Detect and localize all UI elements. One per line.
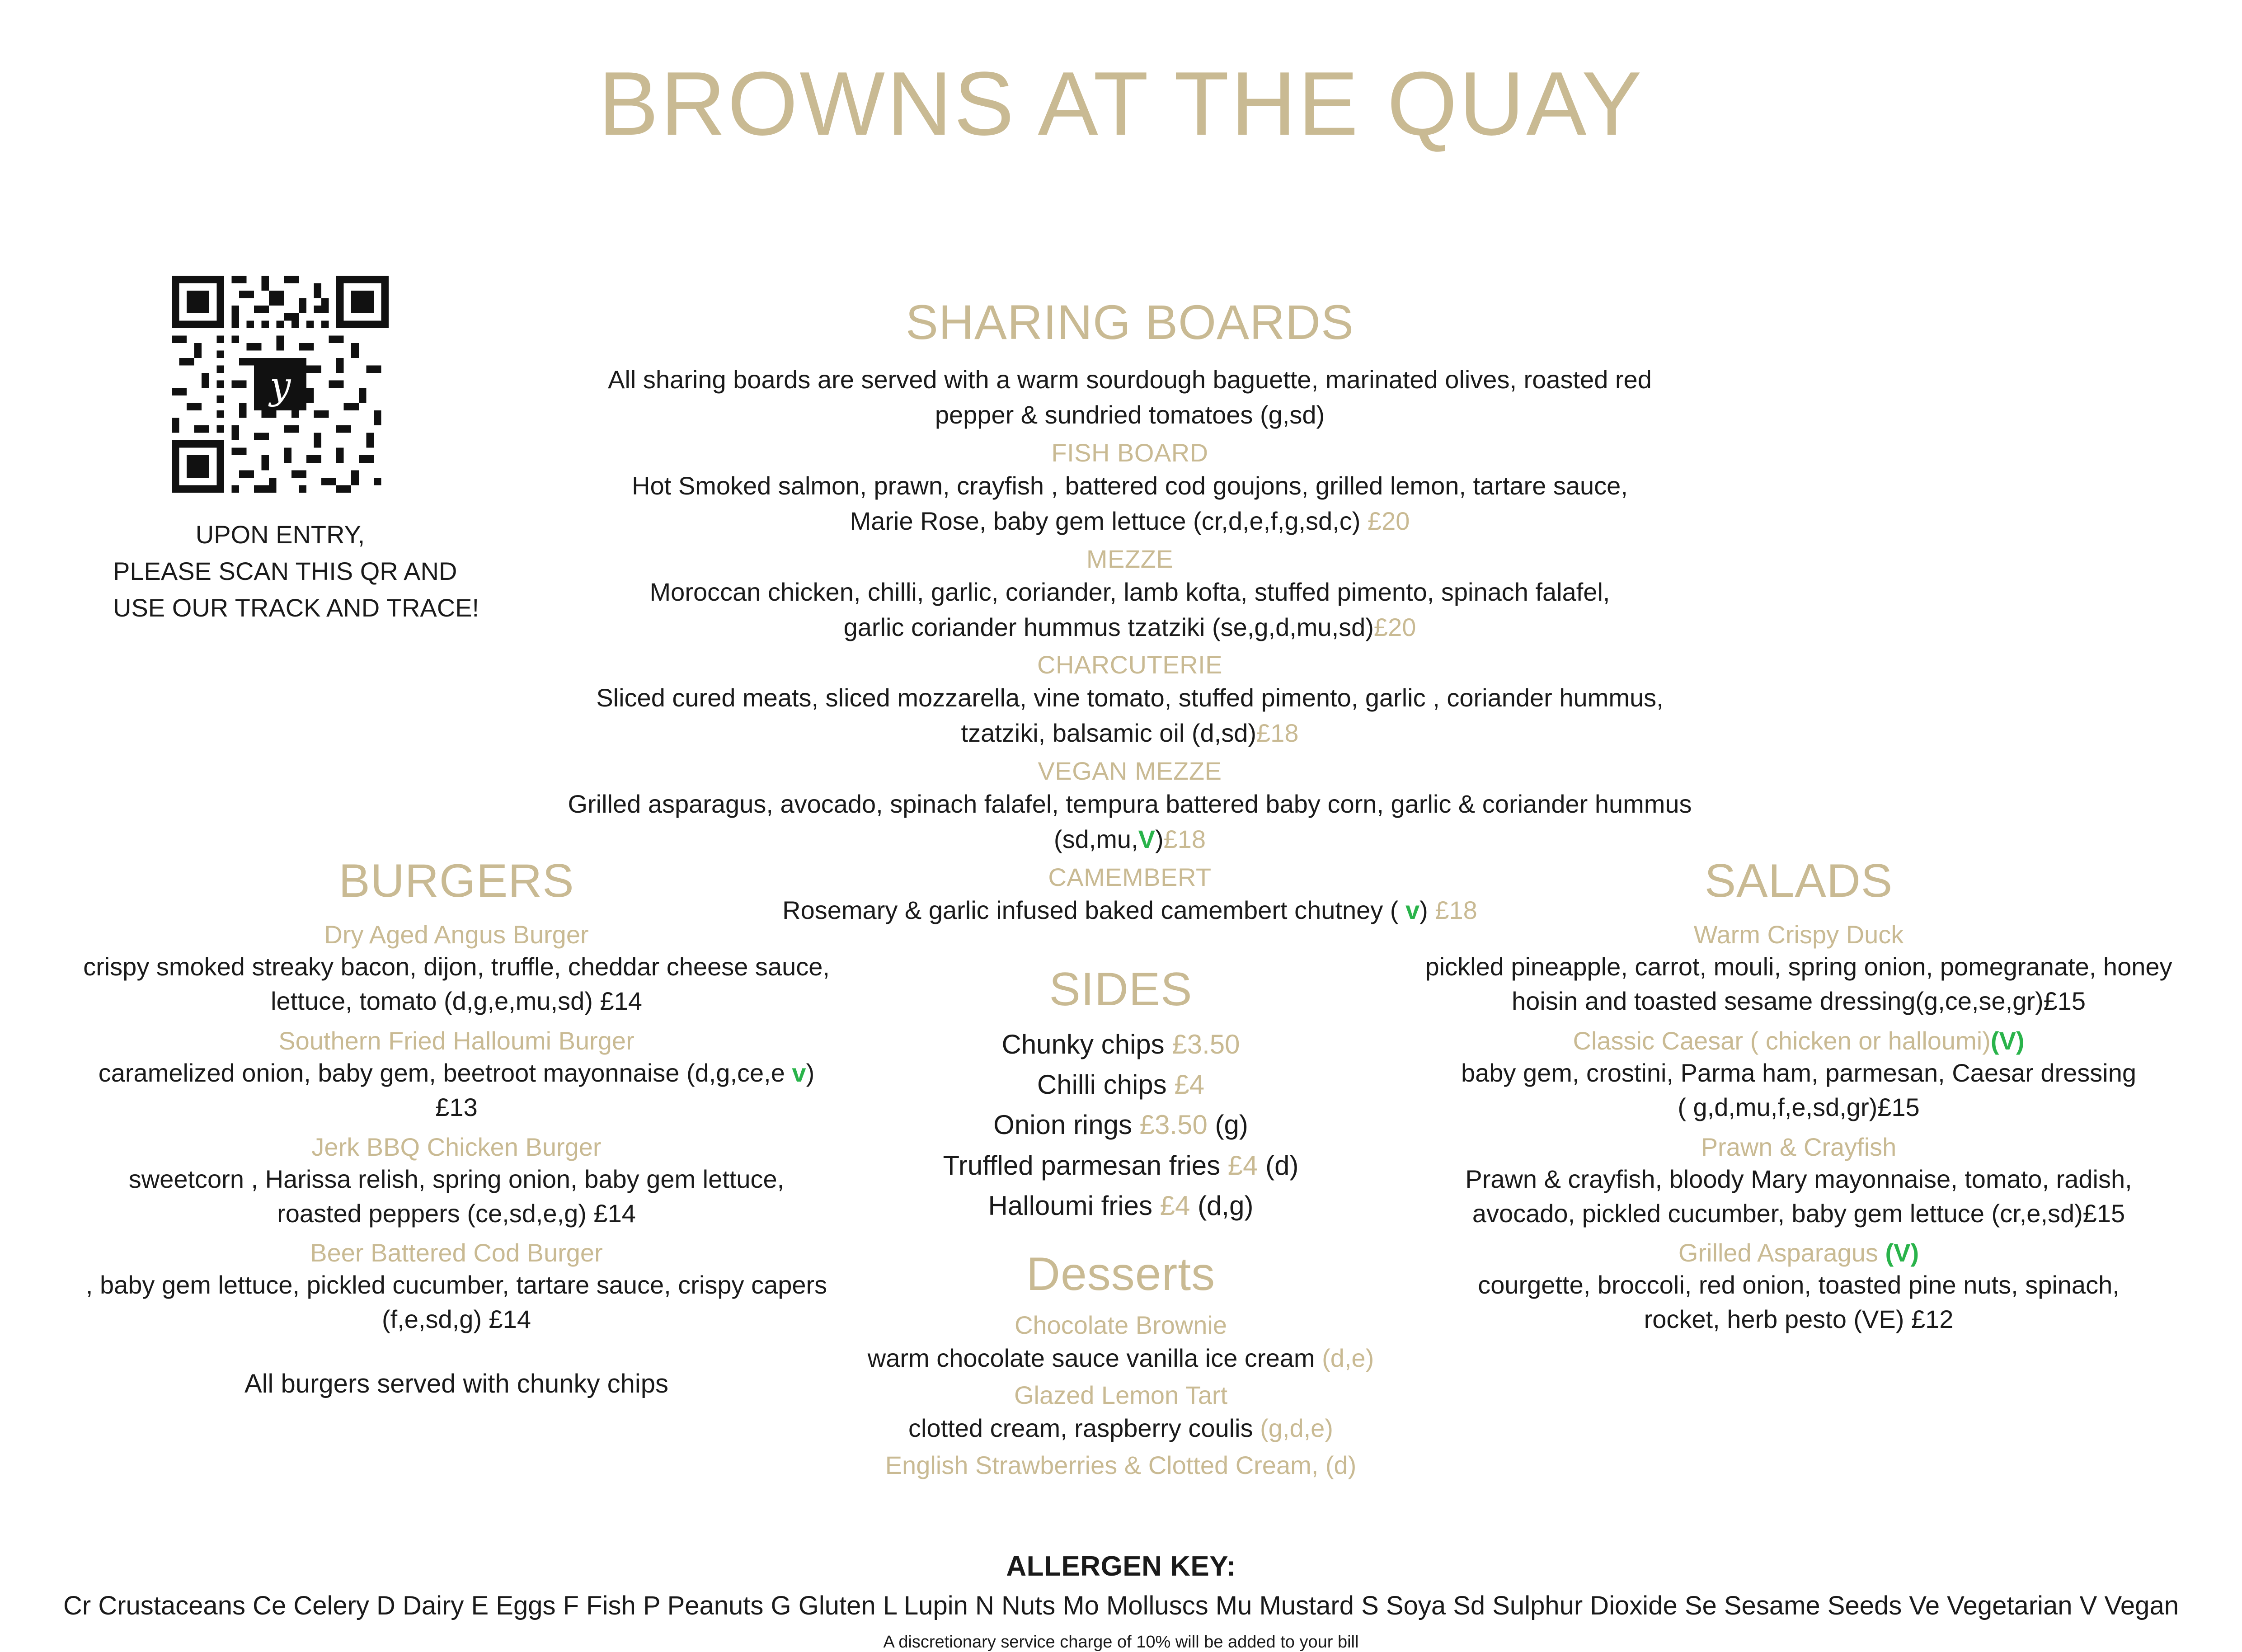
salad-desc-grilled-asparagus-2: rocket, herb pesto (VE) £12 (1644, 1305, 1954, 1334)
board-price-fish: £20 (1367, 506, 1410, 535)
board-desc-charcuterie-2 (506, 716, 1753, 750)
board-desc-vegan-mezze-2 (506, 823, 1753, 856)
dessert-allergens: (d,e) (1322, 1344, 1374, 1372)
side-suffix: (d) (1258, 1150, 1299, 1181)
burger-desc-jerk-bbq-chicken-2: roasted peppers (ce,sd,e,g) £14 (277, 1199, 636, 1228)
burger-name-jerk-bbq-chicken: Jerk BBQ Chicken Burger (311, 1132, 602, 1161)
board-name-mezze: MEZZE (1086, 544, 1174, 573)
svg-text:y: y (269, 363, 291, 408)
burger-desc-beer-battered-cod-1: , baby gem lettuce, pickled cucumber, tartare sauce, crispy capers (85, 1271, 827, 1299)
burger-desc-southern-fried-halloumi-2: £13 (435, 1092, 478, 1121)
board-price-camembert: £18 (1435, 896, 1477, 925)
burgers-footer-note: All burgers served with chunky chips (244, 1369, 669, 1399)
dessert-desc-text: warm chocolate sauce vanilla ice cream (867, 1344, 1322, 1372)
salad-name-warm-crispy-duck (1392, 920, 2205, 949)
qr-block (113, 276, 479, 626)
board-desc-text: Marie Rose, baby gem lettuce (cr,d,e,f,g,sd,c) (850, 506, 1361, 535)
menu-page (0, 53, 2242, 1652)
board-desc-fish-1: Hot Smoked salmon, prawn, crayfish , battered cod goujons, grilled lemon, tartare sauce, (632, 471, 1628, 500)
section-sides (795, 963, 1446, 1224)
sharing-intro-line-2: pepper & sundried tomatoes (g,sd) (935, 400, 1325, 429)
board-name-charcuterie: CHARCUTERIE (1037, 650, 1222, 679)
board-desc-fish-2 (506, 504, 1753, 538)
burger-desc-southern-fried-halloumi-1 (45, 1056, 868, 1090)
burger-name-beer-battered-cod: Beer Battered Cod Burger (310, 1238, 603, 1267)
board-desc-text: tzatziki, balsamic oil (d,sd) (961, 719, 1257, 748)
allergen-key-list: Cr Crustaceans Ce Celery D Dairy E Eggs F Fish P Peanuts G Gluten L Lupin N Nuts Mo Molluscs Mu Mustard S Soya Sd Sulphur Dioxide Se Sesame Seeds Ve Vegetarian V Vegan (63, 1591, 2179, 1620)
qr-caption-line-1: UPON ENTRY, (195, 520, 365, 549)
side-name: Onion rings (993, 1110, 1140, 1140)
burger-name-dry-aged-angus: Dry Aged Angus Burger (324, 920, 589, 949)
side-name: Chunky chips (1001, 1029, 1172, 1059)
burger-desc-jerk-bbq-chicken-1: sweetcorn , Harissa relish, spring onion, baby gem lettuce, (128, 1164, 785, 1193)
board-desc-text: (sd,mu, (1053, 825, 1138, 854)
side-price: £4 (1227, 1150, 1258, 1181)
dessert-allergens: (g,d,e) (1260, 1413, 1333, 1442)
dessert-name-chocolate-brownie: Chocolate Brownie (1014, 1311, 1227, 1339)
vegan-marker: v (1405, 896, 1420, 925)
side-item-chunky-chips (795, 1026, 1446, 1062)
board-name-camembert: CAMEMBERT (1048, 863, 1212, 892)
board-price-vegan-mezze: £18 (1163, 825, 1206, 854)
burger-name-southern-fried-halloumi: Southern Fried Halloumi Burger (278, 1026, 635, 1055)
board-desc-mezze-2 (506, 611, 1753, 644)
qr-caption-line-3: USE OUR TRACK AND TRACE! (113, 593, 479, 622)
allergen-key-title: ALLERGEN KEY: (1006, 1551, 1236, 1582)
service-charge-note: A discretionary service charge of 10% will be added to your bill (883, 1633, 1359, 1652)
board-name-fish: FISH BOARD (1051, 438, 1208, 467)
salad-desc-warm-crispy-duck-1: pickled pineapple, carrot, mouli, spring onion, pomegranate, honey (1425, 952, 2172, 981)
sharing-intro-line-1: All sharing boards are served with a warm sourdough baguette, marinated olives, roasted red (608, 365, 1652, 394)
side-price: £3.50 (1172, 1029, 1240, 1059)
salad-desc-grilled-asparagus-1: courgette, broccoli, red onion, toasted pine nuts, spinach, (1478, 1271, 2120, 1299)
burger-desc-dry-aged-angus-1: crispy smoked streaky bacon, dijon, truffle, cheddar cheese sauce, (83, 952, 830, 981)
side-item-halloumi-fries (795, 1188, 1446, 1224)
section-burgers (45, 854, 868, 1402)
side-item-onion-rings (795, 1107, 1446, 1143)
vegan-marker: (V) (1885, 1238, 1919, 1267)
section-desserts (795, 1247, 1446, 1480)
qr-caption (113, 516, 479, 626)
burger-desc-tail: ) (806, 1058, 815, 1087)
salad-name-grilled-asparagus (1392, 1238, 2205, 1267)
burger-desc-dry-aged-angus-2: lettuce, tomato (d,g,e,mu,sd) £14 (271, 986, 642, 1015)
dessert-desc-chocolate-brownie (795, 1341, 1446, 1375)
board-desc-text: Rosemary & garlic infused baked camembert chutney ( (782, 896, 1406, 925)
board-desc-mezze-1: Moroccan chicken, chilli, garlic, coriander, lamb kofta, stuffed pimento, spinach falafel, (649, 577, 1610, 606)
dessert-desc-text: clotted cream, raspberry coulis (908, 1413, 1260, 1442)
sharing-boards-heading: SHARING BOARDS (905, 295, 1354, 349)
section-salads (1392, 854, 2205, 1336)
section-sharing-boards (506, 294, 1753, 929)
board-desc-charcuterie-1: Sliced cured meats, sliced mozzarella, vine tomato, stuffed pimento, garlic , coriander hummus, (596, 683, 1664, 712)
salad-name-text: Grilled Asparagus (1678, 1238, 1885, 1267)
side-price: £4 (1160, 1190, 1190, 1221)
board-price-mezze: £20 (1373, 612, 1416, 641)
side-name: Truffled parmesan fries (943, 1150, 1228, 1181)
allergen-footer (0, 1550, 2242, 1652)
dessert-name-english-strawberries: English Strawberries & Clotted Cream, (d) (885, 1450, 1357, 1479)
board-desc-tail: ) (1155, 825, 1164, 854)
sides-heading: SIDES (1049, 963, 1193, 1016)
side-price: £4 (1174, 1069, 1205, 1100)
side-item-truffled-parmesan-fries (795, 1148, 1446, 1183)
qr-caption-line-2: PLEASE SCAN THIS QR AND (113, 557, 457, 586)
board-name-vegan-mezze: VEGAN MEZZE (1038, 757, 1222, 786)
side-name: Halloumi fries (988, 1190, 1160, 1221)
salad-desc-classic-caesar-2: ( g,d,mu,f,e,sd,gr)£15 (1678, 1092, 1920, 1121)
dessert-desc-glazed-lemon-tart (795, 1412, 1446, 1445)
burger-desc-text: caramelized onion, baby gem, beetroot mayonnaise (d,g,ce,e (98, 1058, 792, 1087)
salad-desc-warm-crispy-duck-2: hoisin and toasted sesame dressing(g,ce,se,gr)£15 (1511, 986, 2086, 1015)
salad-name-text: Warm Crispy Duck (1693, 920, 1904, 949)
salad-name-text: Prawn & Crayfish (1701, 1132, 1897, 1161)
salad-desc-classic-caesar-1: baby gem, crostini, Parma ham, parmesan, Caesar dressing (1461, 1058, 2136, 1087)
side-price: £3.50 (1139, 1110, 1208, 1140)
salad-desc-prawn-crayfish-1: Prawn & crayfish, bloody Mary mayonnaise, tomato, radish, (1465, 1164, 2132, 1193)
salad-desc-prawn-crayfish-2: avocado, pickled cucumber, baby gem lettuce (cr,e,sd)£15 (1472, 1199, 2125, 1228)
salad-name-prawn-crayfish (1392, 1132, 2205, 1162)
side-item-chilli-chips (795, 1067, 1446, 1102)
salad-name-classic-caesar (1392, 1026, 2205, 1055)
burger-desc-beer-battered-cod-2: (f,e,sd,g) £14 (382, 1305, 531, 1334)
desserts-heading: Desserts (1026, 1248, 1216, 1300)
qr-code-icon[interactable] (163, 276, 398, 493)
page-title: BROWNS AT THE QUAY (598, 53, 1644, 154)
side-name: Chilli chips (1037, 1069, 1175, 1100)
burgers-heading: BURGERS (338, 855, 574, 907)
side-suffix: (g) (1207, 1110, 1248, 1140)
dessert-name-glazed-lemon-tart: Glazed Lemon Tart (1014, 1380, 1228, 1409)
board-desc-tail: ) (1419, 896, 1428, 925)
vegan-marker: (V) (1990, 1026, 2025, 1055)
side-suffix: (d,g) (1190, 1190, 1254, 1221)
vegan-marker: V (1138, 825, 1155, 854)
vegetarian-marker: v (792, 1058, 806, 1087)
salad-name-text: Classic Caesar ( chicken or halloumi) (1573, 1026, 1991, 1055)
board-desc-text: garlic coriander hummus tzatziki (se,g,d,mu,sd) (843, 612, 1374, 641)
board-desc-vegan-mezze-1: Grilled asparagus, avocado, spinach falafel, tempura battered baby corn, garlic & coriander hummus (568, 790, 1692, 819)
board-price-charcuterie: £18 (1256, 719, 1299, 748)
salads-heading: SALADS (1704, 855, 1893, 907)
